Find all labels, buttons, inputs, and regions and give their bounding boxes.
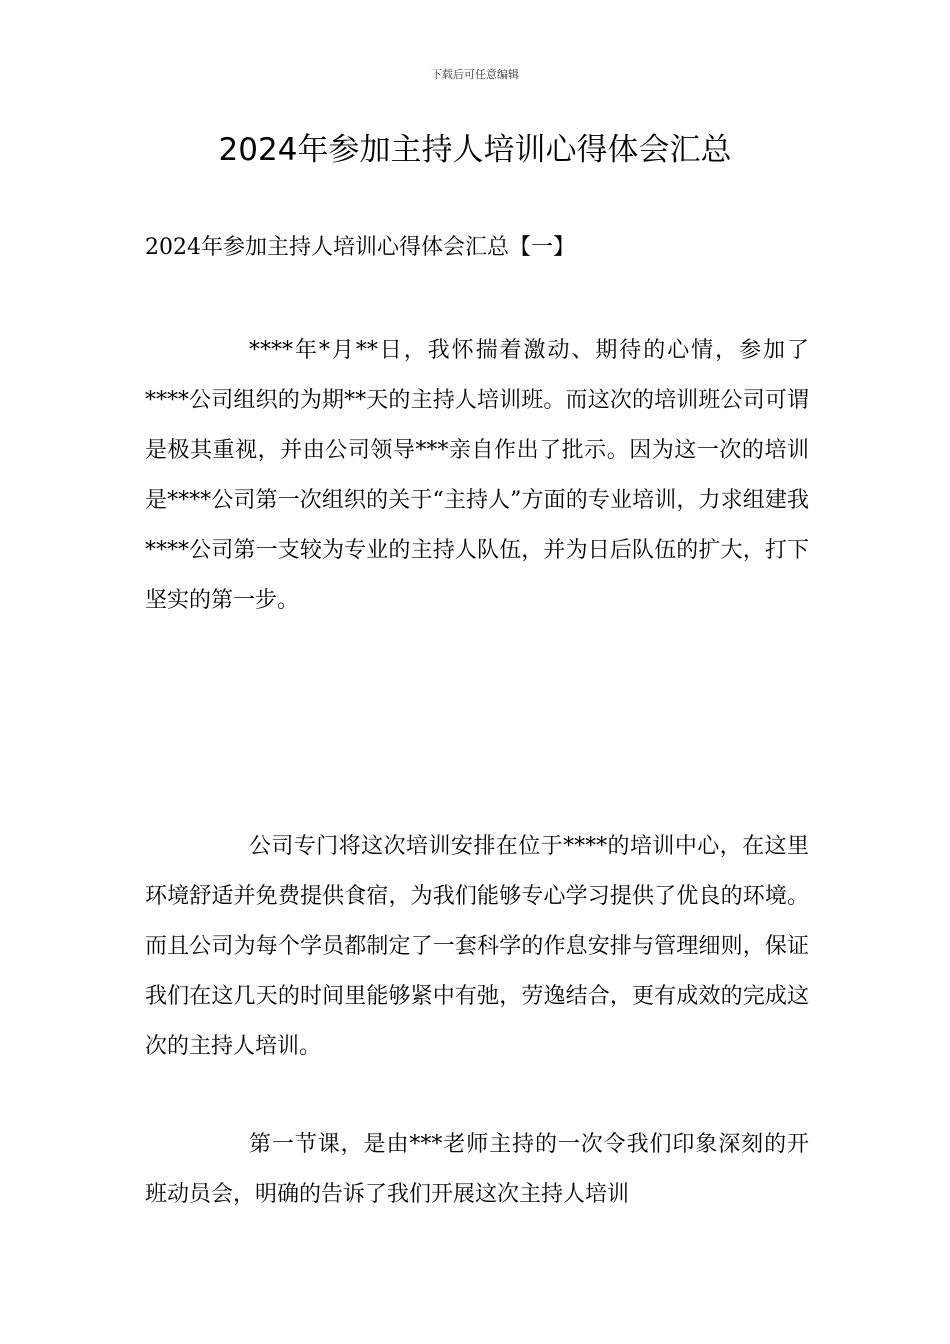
document-title: 2024年参加主持人培训心得体会汇总 <box>218 132 732 168</box>
section-heading: 2024年参加主持人培训心得体会汇总【一】 <box>145 235 575 260</box>
paragraph-3: 第一节课，是由***老师主持的一次令我们印象深刻的开班动员会，明确的告诉了我们开展这次主持人培训 <box>145 1132 809 1207</box>
header-note: 下载后可任意编辑 <box>431 68 519 81</box>
paragraph-1: ****年*月**日，我怀揣着激动、期待的心情，参加了****公司组织的为期**天的主持人培训班。而这次的培训班公司可谓是极其重视，并由公司领导***亲自作出了批示。因为这一次的培训是****公司第一次组织的关于“主持人”方面的专业培训，力求组建我****公司第一支较为专业的主持人队伍，并为日后队伍的扩大，打下坚实的第一步。 <box>145 338 809 613</box>
paragraph-2: 公司专门将这次培训安排在位于****的培训中心，在这里环境舒适并免费提供食宿，为我们能够专心学习提供了优良的环境。而且公司为每个学员都制定了一套科学的作息安排与管理细则，保证我们在这几天的时间里能够紧中有弛，劳逸结合，更有成效的完成这次的主持人培训。 <box>145 834 809 1059</box>
